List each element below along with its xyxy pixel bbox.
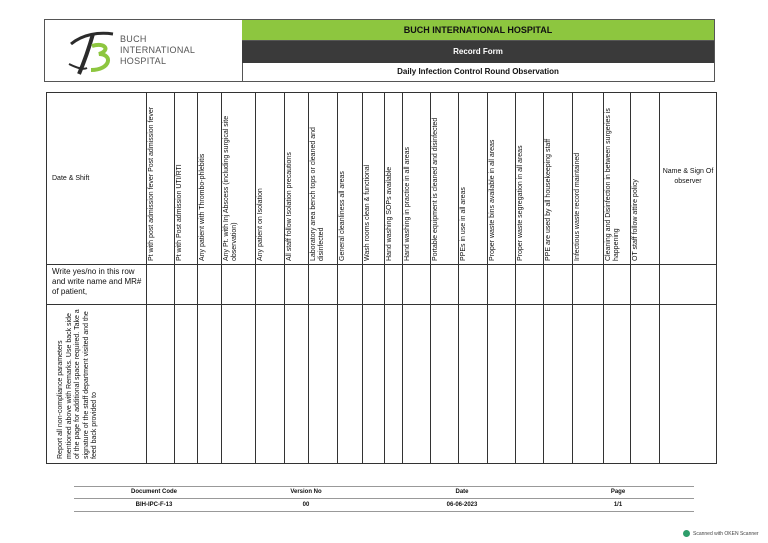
column-divider <box>543 93 544 463</box>
column-divider <box>572 93 573 463</box>
column-header-18: Cleaning and Disinfection in between surgeries is happening <box>605 108 620 261</box>
scanner-text: Scanned with OKEN Scanner <box>693 530 759 537</box>
column-header-6: All staff follow Isolation precautions <box>286 152 293 261</box>
column-divider <box>402 93 403 463</box>
column-header-1: Pt with post admission fever Post admission fever <box>148 106 155 261</box>
hospital-logo <box>45 20 243 81</box>
column-header-11: Hand washing in practice in all areas <box>404 146 411 261</box>
hospital-name: BUCH INTERNATIONAL HOSPITAL <box>242 20 714 41</box>
doc-code-header: Document Code <box>130 489 177 495</box>
row-divider-2 <box>47 304 716 305</box>
logo-line-3: HOSPITAL <box>120 56 167 66</box>
form-header <box>44 19 715 82</box>
column-header-2: Pt with Post admission UTI/RTI <box>176 164 183 261</box>
column-divider <box>430 93 431 463</box>
column-header-16: PPE are used by all housekeeping staff <box>545 138 552 261</box>
observation-table <box>46 92 717 464</box>
column-header-13: PPEs in use in all areas <box>460 187 467 261</box>
column-divider <box>197 93 198 463</box>
column-header-14: Proper waste bins available in all areas <box>489 139 496 261</box>
column-header-15: Proper waste segregation in all areas <box>517 145 524 261</box>
footer-mid-line <box>74 498 694 499</box>
column-header-10: Hand washing SOPs available <box>386 166 393 261</box>
doc-code-value: BIH-IPC-F-13 <box>135 502 173 508</box>
form-title: Daily Infection Control Round Observation <box>397 67 559 76</box>
column-header-4: Any Pt. with Inj Abscess (including surgical site observation) <box>223 115 238 261</box>
column-divider <box>384 93 385 463</box>
page-header: Page <box>610 489 626 495</box>
page-value: 1/1 <box>613 502 623 508</box>
column-divider <box>174 93 175 463</box>
column-divider <box>458 93 459 463</box>
footer-top-line <box>74 486 694 487</box>
column-divider <box>515 93 516 463</box>
row2-instruction[interactable]: Report all non-compliance parameters mentioned above with Remarks. Use back side of the page for additional space required. Take a signature of the staff department visited and the feed back provided to <box>57 309 98 459</box>
column-header-12: Portable equipment is cleaned and disinfected <box>432 117 439 261</box>
logo-b-icon <box>65 24 125 78</box>
column-divider <box>255 93 256 463</box>
column-divider <box>146 93 147 463</box>
column-header-3: Any patient with Thrombo-phlebitis <box>199 153 206 261</box>
form-type: Record Form <box>242 41 714 63</box>
column-divider <box>221 93 222 463</box>
column-divider <box>603 93 604 463</box>
column-header-5: Any patient on Isolation <box>257 188 264 261</box>
column-divider <box>487 93 488 463</box>
date-header: Date <box>455 489 469 495</box>
column-header-7: Laboratory area bench tops or cleaned and disinfected <box>310 127 325 261</box>
column-divider <box>284 93 285 463</box>
column-header-8: General cleanliness all areas <box>339 171 346 261</box>
date-value: 06-06-2023 <box>446 502 478 508</box>
column-divider <box>362 93 363 463</box>
column-divider <box>337 93 338 463</box>
column-divider <box>630 93 631 463</box>
scanner-watermark <box>683 530 759 537</box>
column-header-9: Wash rooms clean & functional <box>364 164 371 261</box>
column-divider <box>308 93 309 463</box>
version-header: Version No <box>290 489 322 495</box>
row-divider-1 <box>47 264 716 265</box>
column-header-17: Infectious waste record maintained <box>574 152 581 261</box>
row1-instruction[interactable]: Write yes/no in this row and write name and MR# of patient, <box>52 267 142 296</box>
observer-label: Name & Sign Of observer <box>662 168 714 185</box>
column-header-19: OT staff follow attire policy <box>632 179 639 261</box>
logo-text <box>120 34 195 67</box>
date-shift-label: Date & Shift <box>52 175 90 182</box>
document-footer <box>74 486 694 512</box>
column-divider <box>659 93 660 463</box>
footer-bottom-line <box>74 511 694 512</box>
version-value: 00 <box>302 502 310 508</box>
scanner-logo-icon <box>683 530 690 537</box>
logo-line-2: INTERNATIONAL <box>120 45 196 55</box>
logo-line-1: BUCH <box>120 34 147 44</box>
